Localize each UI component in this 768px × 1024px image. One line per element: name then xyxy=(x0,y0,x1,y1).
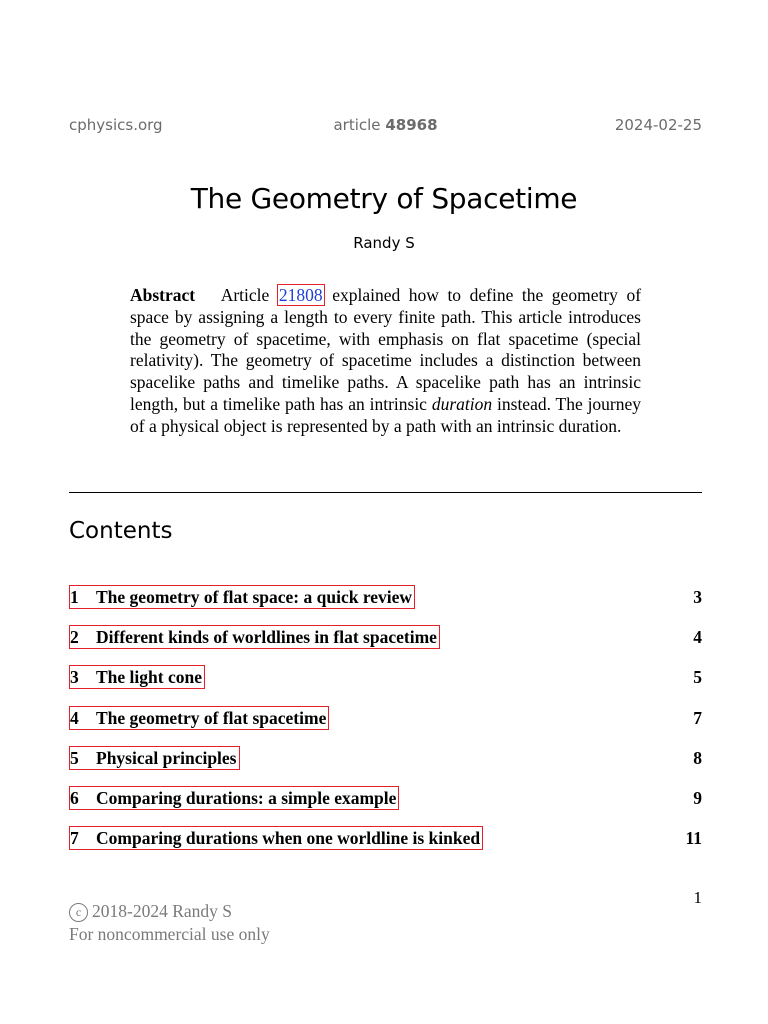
article-number: 48968 xyxy=(385,116,438,134)
toc-page: 4 xyxy=(693,627,702,648)
toc-link[interactable] xyxy=(69,826,483,850)
license-text: For noncommercial use only xyxy=(69,924,270,944)
contents-heading: Contents xyxy=(69,518,173,544)
toc-link[interactable] xyxy=(69,585,415,609)
page-number: 1 xyxy=(693,888,702,907)
toc-item xyxy=(69,826,702,866)
toc-number: 2 xyxy=(70,627,79,648)
toc-title: The light cone xyxy=(96,667,202,688)
article-prefix: article xyxy=(333,116,381,134)
site-name[interactable]: cphysics.org xyxy=(69,116,163,134)
table-of-contents xyxy=(69,585,702,866)
toc-page: 7 xyxy=(693,707,702,728)
abstract-text-start: Article xyxy=(220,285,270,305)
toc-link[interactable] xyxy=(69,665,205,689)
toc-title: Different kinds of worldlines in flat spacetime xyxy=(96,627,437,648)
toc-item xyxy=(69,706,702,746)
toc-page: 5 xyxy=(693,667,702,688)
toc-number: 3 xyxy=(70,667,79,688)
abstract-text-end: instead. The journey of a physical object is represented by a path with an intrinsic duration. xyxy=(130,393,642,436)
copyright-icon: c xyxy=(69,903,88,922)
toc-title: Comparing durations: a simple example xyxy=(96,787,397,808)
abstract-emphasis: duration xyxy=(431,393,493,414)
copyright-line xyxy=(69,900,270,923)
toc-title: Physical principles xyxy=(96,747,237,768)
toc-number: 4 xyxy=(70,707,79,728)
toc-number: 6 xyxy=(70,787,79,808)
toc-page: 11 xyxy=(685,828,702,849)
toc-number: 5 xyxy=(70,747,79,768)
article-date: 2024-02-25 xyxy=(614,116,702,134)
article-id xyxy=(69,116,702,134)
abstract-text-middle: explained how to define the geometry of space by assigning a length to every finite path. This article introduces the geometry of spacetime, with emphasis on flat spacetime (special relativity). The geometry of spacetime includes a distinction between spacelike paths and timelike paths. A spacelike path has an intrinsic length, but a timelike path has an intrinsic xyxy=(130,285,642,414)
toc-number: 7 xyxy=(70,828,79,849)
author-name: Randy S xyxy=(353,234,415,252)
toc-link[interactable] xyxy=(69,786,399,810)
toc-number: 1 xyxy=(70,587,79,607)
toc-title: The geometry of flat space: a quick review xyxy=(96,587,413,607)
toc-page: 9 xyxy=(693,787,702,808)
copyright-text: 2018-2024 Randy S xyxy=(92,901,232,921)
abstract-heading: Abstract xyxy=(130,285,196,305)
toc-title: Comparing durations when one worldline is kinked xyxy=(96,828,481,849)
article-reference-link[interactable]: 21808 xyxy=(278,285,323,305)
page-header xyxy=(69,116,702,140)
page-title: The Geometry of Spacetime xyxy=(190,182,578,215)
toc-link[interactable] xyxy=(69,706,329,730)
toc-item xyxy=(69,625,702,665)
toc-title: The geometry of flat spacetime xyxy=(96,707,327,728)
toc-page: 8 xyxy=(693,747,702,768)
abstract xyxy=(130,285,641,438)
toc-item xyxy=(69,585,702,625)
toc-item xyxy=(69,746,702,786)
toc-page: 3 xyxy=(693,587,702,607)
toc-link[interactable] xyxy=(69,746,240,770)
toc-item xyxy=(69,786,702,826)
page-footer xyxy=(69,900,270,946)
toc-link[interactable] xyxy=(69,625,440,649)
section-divider xyxy=(69,492,702,493)
toc-item xyxy=(69,665,702,705)
